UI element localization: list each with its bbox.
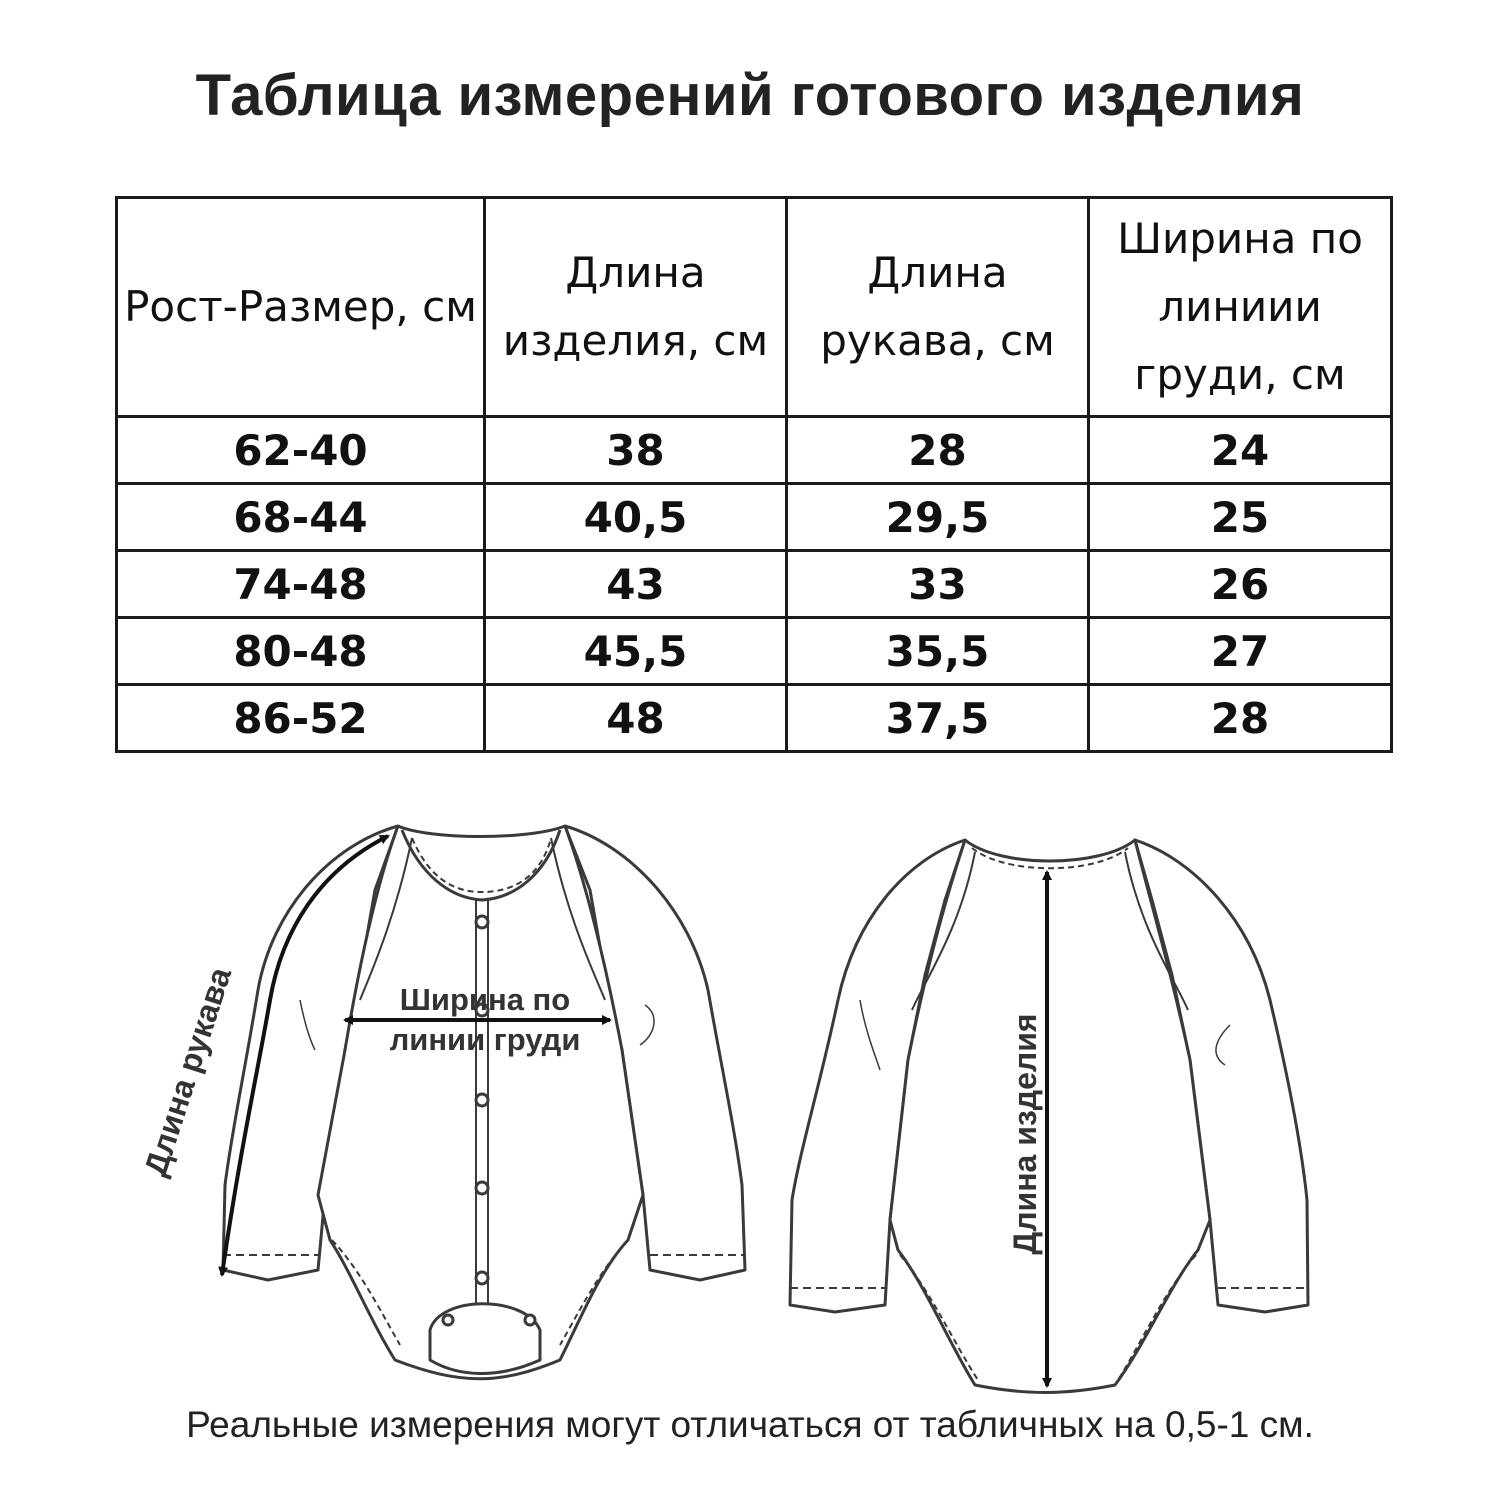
cell-length: 48 bbox=[485, 685, 787, 752]
cell-chest: 24 bbox=[1089, 417, 1392, 484]
cell-length: 43 bbox=[485, 551, 787, 618]
header-height-size bbox=[117, 198, 485, 417]
footnote: Реальные измерения могут отличаться от табличных на 0,5-1 см. bbox=[186, 1404, 1314, 1445]
header-line: Рост-Размер, см bbox=[124, 282, 477, 331]
cell-chest: 25 bbox=[1089, 484, 1392, 551]
chest-width-label-line2: линии груди bbox=[389, 1022, 581, 1057]
table-header-row bbox=[117, 198, 1392, 417]
header-line: изделия, см bbox=[502, 316, 769, 365]
table-row bbox=[117, 618, 1392, 685]
header-line: Длина bbox=[565, 248, 706, 297]
garment-length-label: Длина изделия bbox=[1007, 1013, 1043, 1255]
header-line: рукава, см bbox=[820, 316, 1055, 365]
cell-chest: 27 bbox=[1089, 618, 1392, 685]
cell-length: 40,5 bbox=[485, 484, 787, 551]
cell-size: 80-48 bbox=[117, 618, 485, 685]
cell-sleeve: 33 bbox=[787, 551, 1089, 618]
cell-size: 68-44 bbox=[117, 484, 485, 551]
table-row bbox=[117, 685, 1392, 752]
cell-size: 62-40 bbox=[117, 417, 485, 484]
cell-chest: 26 bbox=[1089, 551, 1392, 618]
garment-illustration bbox=[0, 800, 1500, 1400]
chest-width-label-line1: Ширина по bbox=[399, 982, 571, 1017]
header-line: Ширина по bbox=[1117, 214, 1363, 263]
header-line: груди, см bbox=[1134, 350, 1346, 399]
page-title: Таблица измерений готового изделия bbox=[195, 63, 1305, 128]
header-line: линиии bbox=[1158, 282, 1322, 331]
cell-size: 74-48 bbox=[117, 551, 485, 618]
cell-sleeve: 28 bbox=[787, 417, 1089, 484]
front-bodysuit-drawing bbox=[223, 826, 745, 1379]
cell-sleeve: 29,5 bbox=[787, 484, 1089, 551]
table-row bbox=[117, 417, 1392, 484]
size-table bbox=[115, 196, 1393, 753]
table-row bbox=[117, 551, 1392, 618]
cell-chest: 28 bbox=[1089, 685, 1392, 752]
header-line: Длина bbox=[867, 248, 1008, 297]
header-garment-length bbox=[485, 198, 787, 417]
table-row bbox=[117, 484, 1392, 551]
cell-length: 38 bbox=[485, 417, 787, 484]
cell-sleeve: 37,5 bbox=[787, 685, 1089, 752]
cell-sleeve: 35,5 bbox=[787, 618, 1089, 685]
cell-size: 86-52 bbox=[117, 685, 485, 752]
cell-length: 45,5 bbox=[485, 618, 787, 685]
header-sleeve-length bbox=[787, 198, 1089, 417]
header-chest-width bbox=[1089, 198, 1392, 417]
sleeve-length-label: Длина рукава bbox=[136, 963, 239, 1181]
